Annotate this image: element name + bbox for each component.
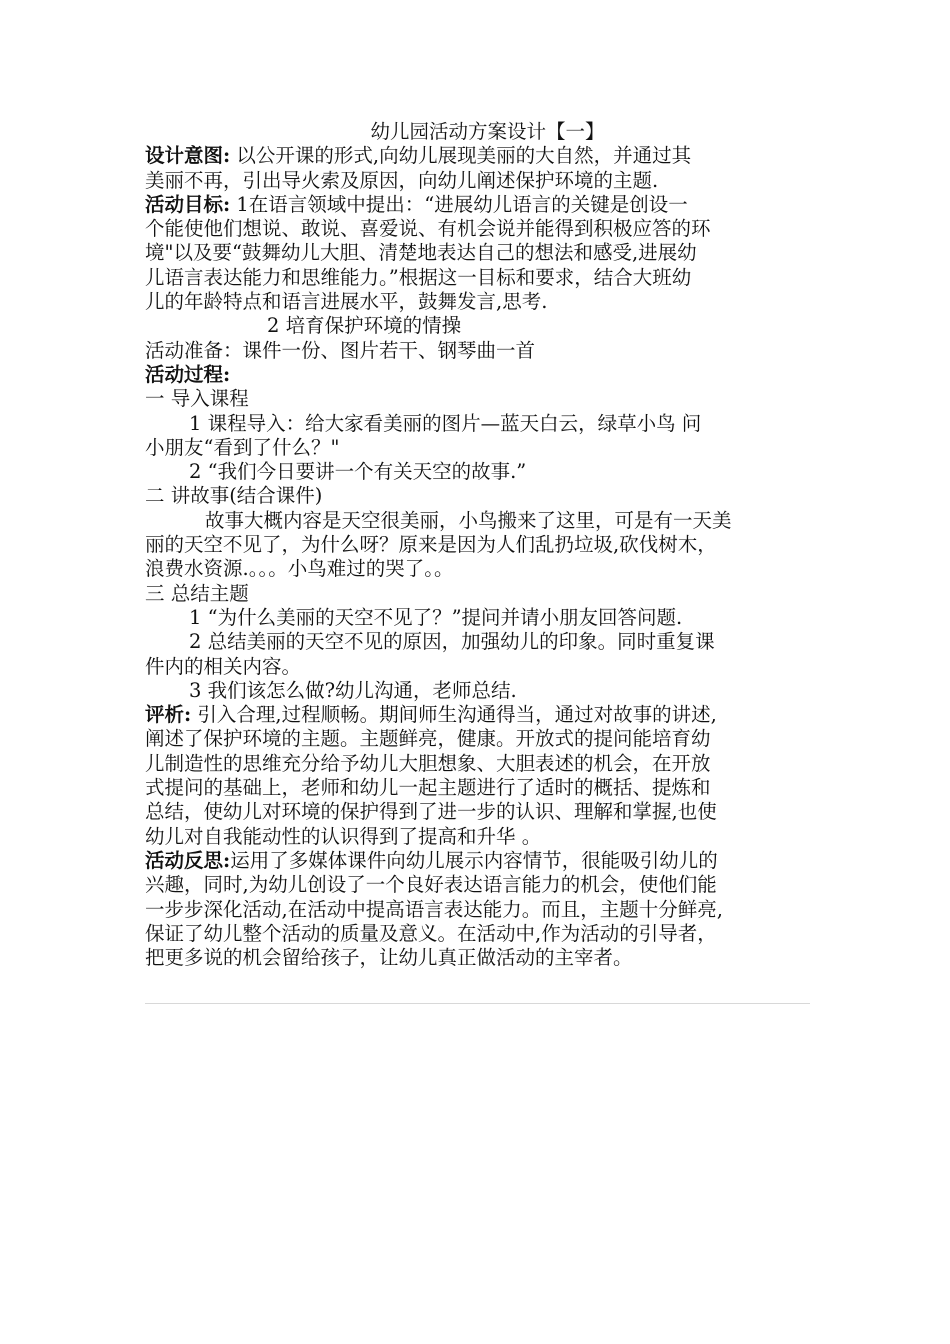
- process-section-2-story-3: 浪费水资源.。。。小鸟难过的哭了。。: [145, 557, 454, 581]
- process-section-3-item-3: 3 我们该怎么做?幼儿沟通，老师总结.: [189, 678, 517, 702]
- reflection-text: 运用了多媒体课件向幼儿展示内容情节，很能吸引幼儿的: [230, 848, 718, 872]
- process-section-1-item-2: 2 “我们今日要讲一个有关天空的故事.”: [189, 460, 527, 484]
- objectives-text-3: 境"以及要“鼓舞幼儿大胆、清楚地表达自己的想法和感受,进展幼: [145, 241, 697, 265]
- evaluation-label: 评析:: [145, 703, 192, 727]
- design-intent-text-2: 美丽不再，引出导火索及原因，向幼儿阐述保护环境的主题.: [145, 168, 659, 192]
- reflection-line: [145, 849, 810, 873]
- design-intent-label: 设计意图:: [145, 144, 231, 168]
- process-section-3-item-1: 1 “为什么美丽的天空不见了？”提问并请小朋友回答问题.: [189, 605, 683, 629]
- process-section-2-story-2: 丽的天空不见了，为什么呀？原来是因为人们乱扔垃圾,砍伐树木，: [145, 533, 717, 557]
- evaluation-text-4: 式提问的基础上，老师和幼儿一起主题进行了适时的概括、提炼和: [145, 776, 711, 800]
- process-section-3-heading: 三 总结主题: [145, 581, 249, 605]
- preparation-line: 活动准备：课件一份、图片若干、钢琴曲一首: [145, 338, 536, 362]
- process-section-1-item-1: 1 课程导入：给大家看美丽的图片—蓝天白云，绿草小鸟 问: [189, 411, 702, 435]
- process-label: 活动过程:: [145, 362, 231, 386]
- evaluation-text-6: 幼儿对自我能动性的认识得到了提高和升华 。: [145, 824, 542, 848]
- process-section-3-item-2-cont: 件内的相关内容。: [145, 654, 302, 678]
- objectives-text-5: 儿的年龄特点和语言进展水平，鼓舞发言,思考.: [145, 290, 548, 314]
- reflection-text-4: 保证了幼儿整个活动的质量及意义。在活动中,作为活动的引导者，: [145, 921, 717, 945]
- page-divider: [145, 1003, 810, 1004]
- process-section-3-item-2: 2 总结美丽的天空不见的原因，加强幼儿的印象。同时重复课: [189, 630, 715, 654]
- reflection-text-3: 一步步深化活动,在活动中提高语言表达能力。而且，主题十分鲜亮,: [145, 897, 723, 921]
- objectives-text: 1在语言领域中提出：“进展幼儿语言的关键是创设一: [230, 192, 688, 216]
- reflection-text-5: 把更多说的机会留给孩子，让幼儿真正做活动的主宰者。: [145, 946, 633, 970]
- objectives-item-2: 2 培育保护环境的情操: [267, 314, 462, 338]
- process-section-2-heading: 二 讲故事(结合课件): [145, 484, 323, 508]
- process-section-1-heading: 一 导入课程: [145, 387, 249, 411]
- design-intent-line: [145, 144, 810, 168]
- document-body: [145, 120, 810, 970]
- design-intent-text: 以公开课的形式,向幼儿展现美丽的大自然，并通过其: [230, 144, 692, 168]
- process-section-2-story-1: 故事大概内容是天空很美丽，小鸟搬来了这里，可是有一天美: [205, 508, 732, 532]
- reflection-text-2: 兴趣，同时,为幼儿创设了一个良好表达语言能力的机会，使他们能: [145, 873, 717, 897]
- document-title: 幼儿园活动方案设计【一】: [370, 120, 605, 143]
- evaluation-text-2: 阐述了保护环境的主题。主题鲜亮，健康。开放式的提问能培育幼: [145, 727, 711, 751]
- objectives-text-4: 儿语言表达能力和思维能力。”根据这一目标和要求，结合大班幼: [145, 265, 692, 289]
- evaluation-text-5: 总结，使幼儿对环境的保护得到了进一步的认识、理解和掌握,也使: [145, 800, 717, 824]
- reflection-label: 活动反思:: [145, 848, 231, 872]
- objectives-label: 活动目标:: [145, 192, 231, 216]
- evaluation-text: 引入合理,过程顺畅。期间师生沟通得当，通过对故事的讲述,: [191, 703, 717, 727]
- objectives-line: [145, 193, 810, 217]
- evaluation-text-3: 儿制造性的思维充分给予幼儿大胆想象、大胆表述的机会，在开放: [145, 751, 711, 775]
- evaluation-line: [145, 703, 810, 727]
- objectives-text-2: 个能使他们想说、敢说、喜爱说、有机会说并能得到积极应答的环: [145, 217, 711, 241]
- process-section-1-item-1-cont: 小朋友“看到了什么？": [145, 435, 340, 459]
